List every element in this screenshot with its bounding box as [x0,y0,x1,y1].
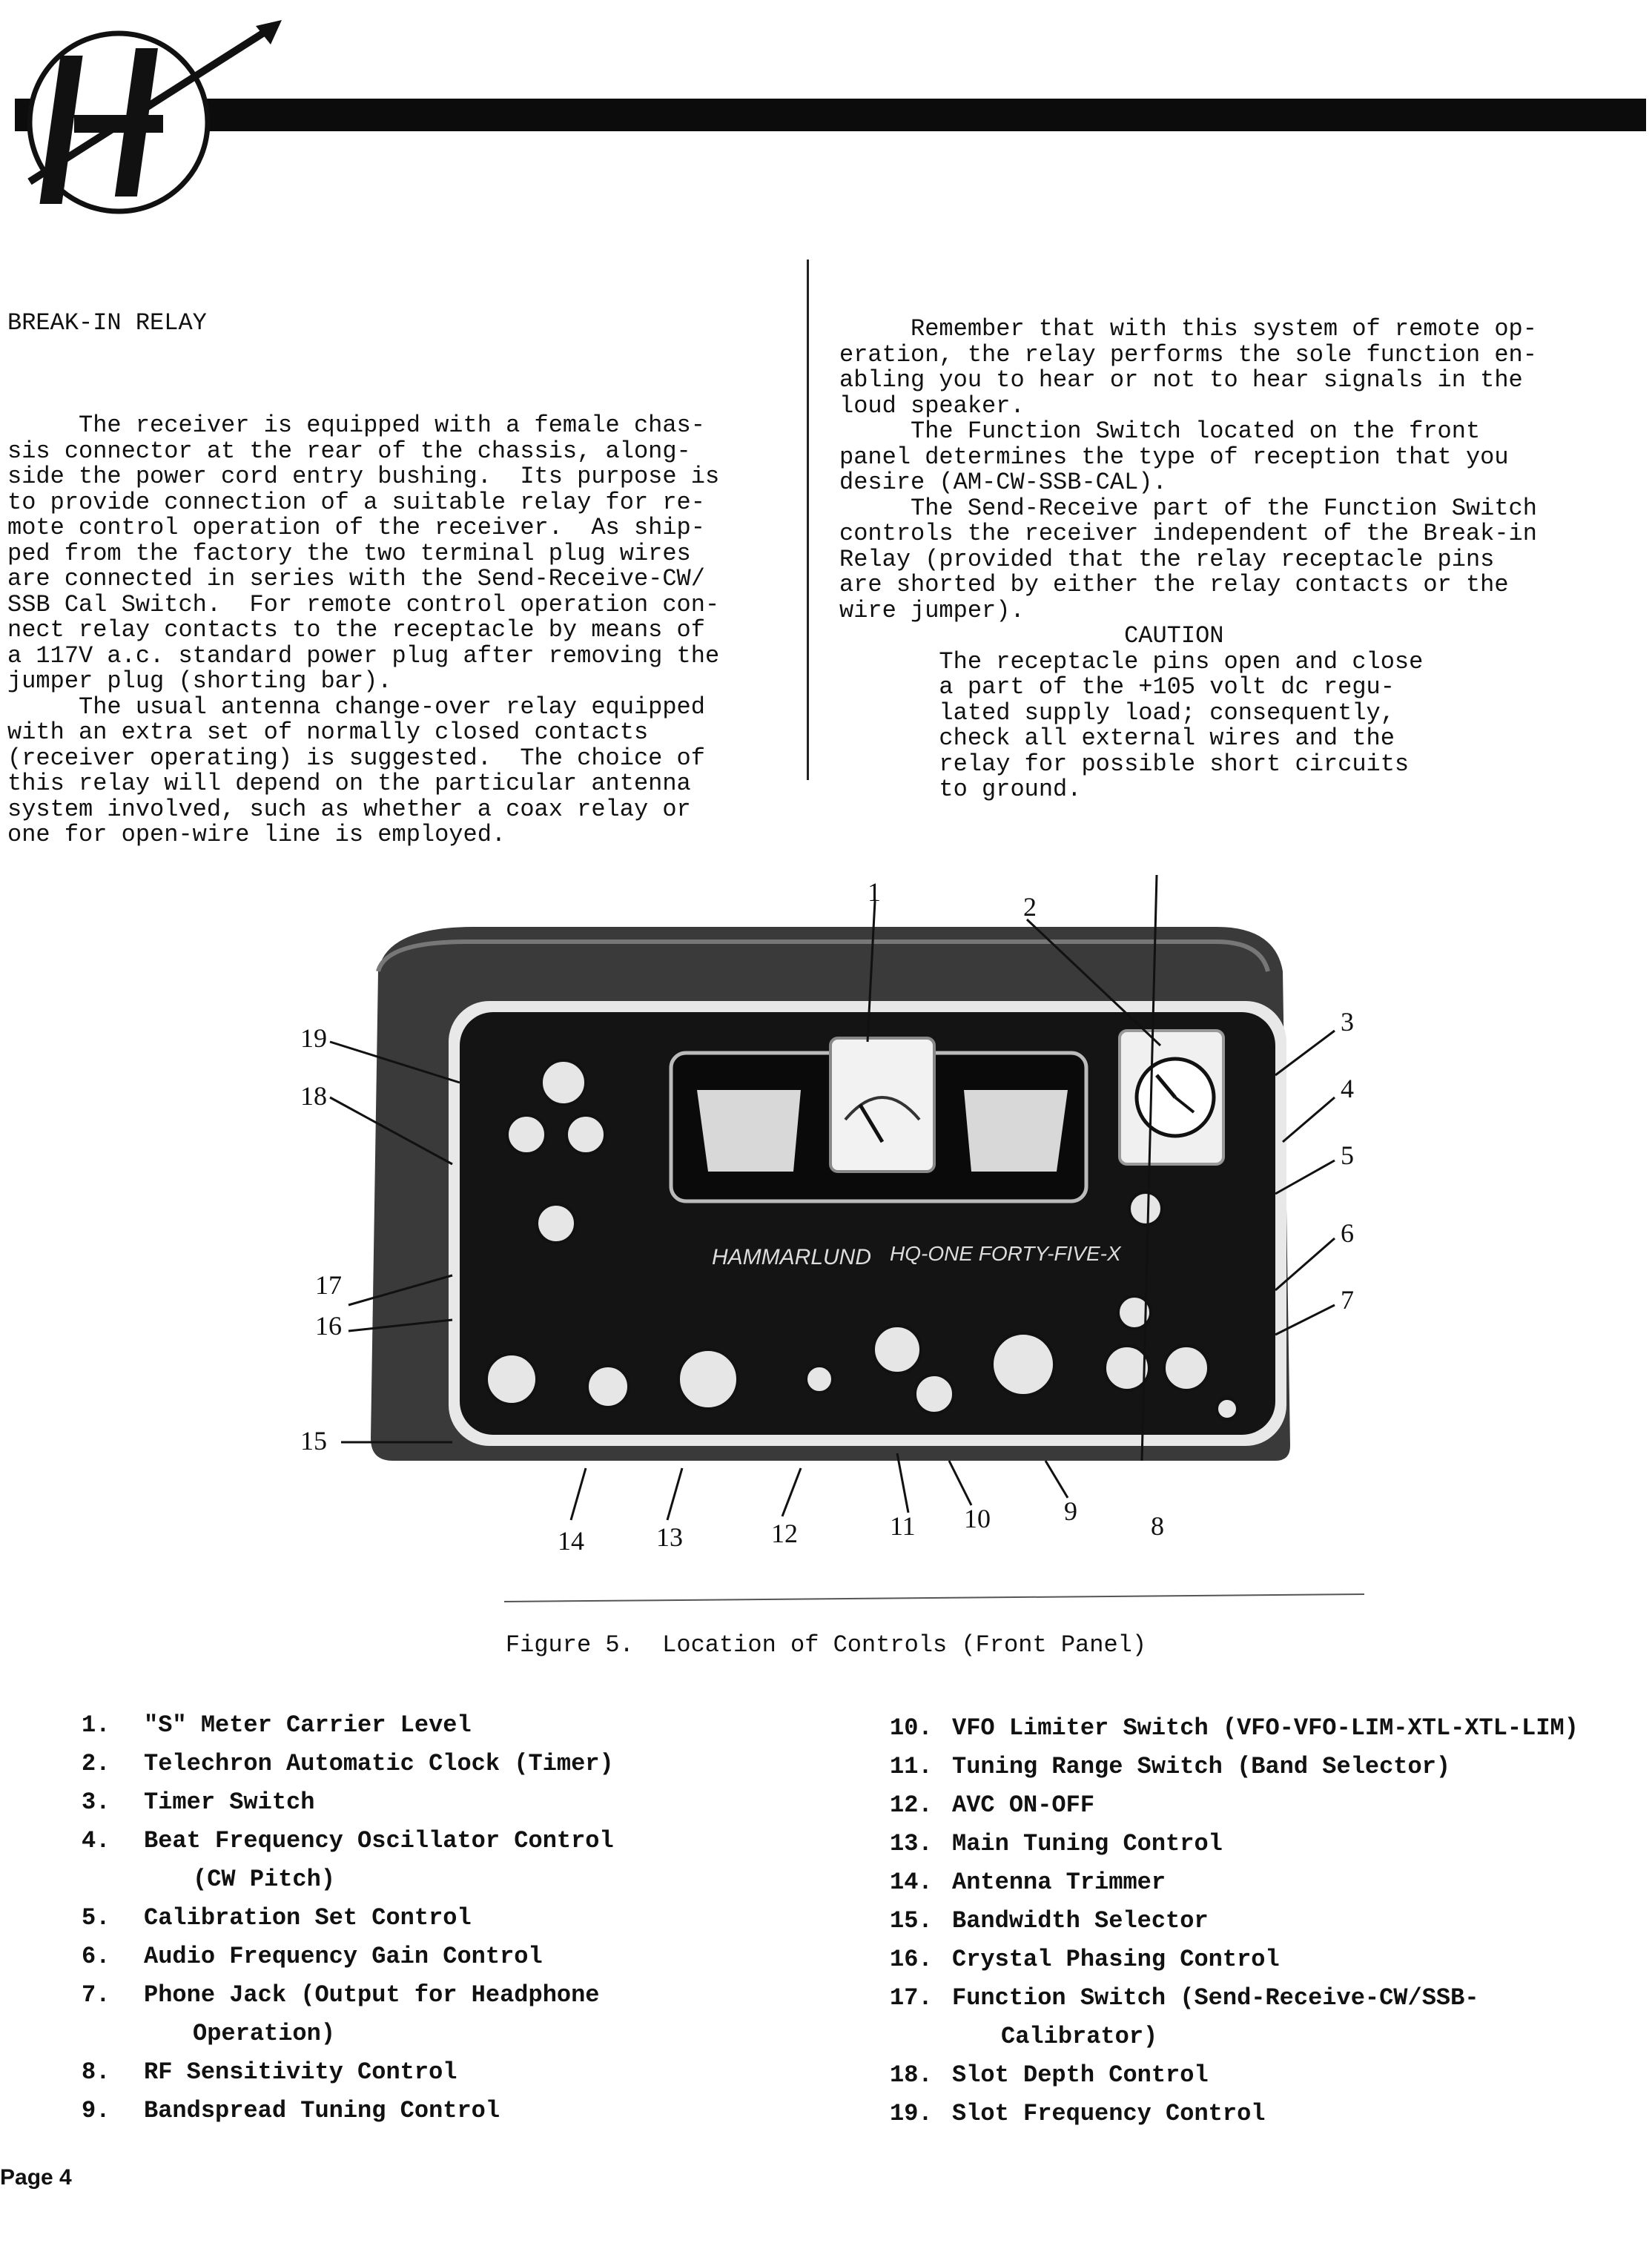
text-line: to provide connection of a suitable relay for re- [7,488,705,516]
right-text-lines [839,317,1648,803]
text-line: are shorted by either the relay contacts or the [839,571,1509,598]
rf-gain-knob [1105,1346,1149,1390]
callout-6: 6 [1341,1218,1354,1248]
legend-text: Slot Frequency Control [952,2100,1266,2127]
function-knob-upper [566,1115,605,1154]
text-line: desire (AM-CW-SSB-CAL). [839,469,1167,496]
legend-text: (CW Pitch) [193,1866,336,1893]
figure-caption: Figure 5. Location of Controls (Front Panel) [505,1631,1147,1659]
text-line: system involved, such as whether a coax relay or [7,795,691,823]
callout-5: 5 [1341,1140,1354,1170]
bandspread-dial-scale [964,1090,1068,1172]
text-line: controls the receiver independent of the Break-in [839,520,1537,547]
text-line: a part of the +105 volt dc regu- [839,673,1395,701]
legend-number: 5. [82,1904,110,1932]
text-line: The receptacle pins open and close [839,647,1424,675]
callout-9: 9 [1064,1496,1077,1526]
callout-18: 18 [300,1081,327,1111]
callout-8: 8 [1151,1511,1164,1541]
legend-text: Tuning Range Switch (Band Selector) [952,1753,1451,1780]
legend-text: AVC ON-OFF [952,1791,1095,1819]
text-line [7,388,801,414]
legend-number: 9. [82,2097,110,2124]
text-line: The receiver is equipped with a female chas- [7,412,705,439]
hammarlund-logo-icon [15,11,311,226]
text-line: mote control operation of the receiver. As ship- [7,514,705,541]
legend-text: "S" Meter Carrier Level [144,1711,472,1739]
legend-number: 2. [82,1750,110,1777]
text-line: panel determines the type of reception that you [839,443,1509,471]
callout-19: 19 [300,1023,327,1053]
legend-number: 12. [890,1791,933,1819]
legend-text: Beat Frequency Oscillator Control [144,1827,614,1854]
legend-number: 18. [890,2061,933,2089]
bandspread-knob [992,1333,1054,1395]
legend-text: Telechron Automatic Clock (Timer) [144,1750,614,1777]
legend-number: 17. [890,1984,933,2012]
legend-number: 8. [82,2058,110,2086]
text-line: this relay will depend on the particular antenna [7,770,691,797]
phone-jack [1217,1398,1238,1419]
legend-text: Bandspread Tuning Control [144,2097,500,2124]
column-divider [807,260,809,780]
text-line: eration, the relay performs the sole function en- [839,340,1537,369]
legend-number: 10. [890,1714,933,1742]
text-line: loud speaker. [839,392,1025,420]
page-number: Page 4 [0,2165,72,2190]
callout-16: 16 [315,1311,342,1341]
text-line: CAUTION [839,622,1224,650]
text-line: are connected in series with the Send-Receive-CW/ [7,565,705,592]
text-line: The Send-Receive part of the Function Switch [839,494,1537,522]
legend-number: 6. [82,1943,110,1970]
text-line: to ground. [839,776,1082,803]
legend-number: 3. [82,1788,110,1816]
text-line: SSB Cal Switch. For remote control operation con- [7,590,720,618]
legend-text: Calibration Set Control [144,1904,472,1932]
callout-7: 7 [1341,1285,1354,1315]
text-line: a 117V a.c. standard power plug after removing the [7,641,720,670]
legend-number: 4. [82,1827,110,1854]
main-dial-scale [697,1090,801,1172]
main-tuning-knob [678,1350,738,1409]
legend-text: Slot Depth Control [952,2061,1209,2089]
legend-number: 16. [890,1946,933,1973]
text-line: check all external wires and the [839,724,1395,752]
text-line: lated supply load; consequently, [839,698,1395,727]
right-text-column [839,265,1648,828]
callout-2: 2 [1023,892,1037,922]
legend-text: Bandwidth Selector [952,1907,1209,1935]
legend-text: Operation) [193,2020,336,2047]
brand-label: HAMMARLUND [712,1245,872,1269]
legend-text: Calibrator) [1001,2023,1158,2050]
legend-text: Audio Frequency Gain Control [144,1943,543,1970]
legend-text: RF Sensitivity Control [144,2058,457,2086]
text-line: abling you to hear or not to hear signals in the [839,366,1523,394]
callout-14: 14 [558,1526,584,1556]
legend-text: Main Tuning Control [952,1830,1223,1857]
text-line: Remember that with this system of remote op- [839,315,1537,343]
text-line: (receiver operating) is suggested. The choice of [7,744,705,772]
legend-text: Timer Switch [144,1788,315,1816]
legend-number: 13. [890,1830,933,1857]
avc-switch [806,1366,833,1393]
section-heading: BREAK-IN RELAY [7,309,207,337]
text-line: jumper plug (shorting bar). [7,667,392,695]
legend-text: Antenna Trimmer [952,1869,1166,1896]
legend-number: 7. [82,1981,110,2009]
model-label: HQ-ONE FORTY-FIVE-X [890,1242,1121,1265]
receiver-front-panel-figure [282,875,1394,1616]
af-gain-knob [1164,1346,1209,1390]
crystal-phasing-knob [537,1204,575,1243]
text-line: ped from the factory the two terminal plug wires [7,539,691,567]
legend-text: Function Switch (Send-Receive-CW/SSB- [952,1984,1479,2012]
legend-number: 1. [82,1711,110,1739]
tuning-range-knob [873,1326,921,1373]
legend-text: Phone Jack (Output for Headphone [144,1981,600,2009]
text-line: relay for possible short circuits [839,750,1410,778]
legend-text: VFO Limiter Switch (VFO-VFO-LIM-XTL-XTL-LIM) [952,1714,1579,1742]
callout-11: 11 [890,1511,916,1541]
callout-10: 10 [964,1504,991,1533]
s-meter [830,1038,934,1172]
legend-number: 19. [890,2100,933,2127]
slot-frequency-knob [541,1060,586,1105]
text-line: sis connector at the rear of the chassis, along- [7,437,691,465]
text-line: nect relay contacts to the receptacle by means of [7,616,705,644]
bandwidth-selector-knob [486,1354,537,1404]
legend-number: 15. [890,1907,933,1935]
callout-12: 12 [771,1519,798,1548]
callout-15: 15 [300,1426,327,1456]
legend-number: 11. [890,1753,933,1780]
callout-13: 13 [656,1522,683,1552]
antenna-trimmer-knob [587,1366,629,1407]
text-line: with an extra set of normally closed contacts [7,719,649,746]
text-line: The usual antenna change-over relay equipped [7,693,705,721]
left-text-column [7,260,801,873]
text-line: wire jumper). [839,596,1025,624]
legend-text: Crystal Phasing Control [952,1946,1280,1973]
bfo-knob [1129,1192,1162,1225]
text-line: Relay (provided that the relay receptacle pins [839,545,1495,573]
text-line: side the power cord entry bushing. Its purpose is [7,463,720,490]
legend-number: 14. [890,1869,933,1896]
callout-17: 17 [315,1270,342,1300]
slot-depth-knob [507,1115,546,1154]
vfo-limiter-knob [915,1375,954,1413]
left-text-lines [7,388,801,848]
callout-4: 4 [1341,1074,1354,1103]
callout-3: 3 [1341,1007,1354,1037]
callout-1: 1 [868,877,881,907]
text-line: The Function Switch located on the front [839,417,1481,445]
text-line: one for open-wire line is employed. [7,821,506,848]
